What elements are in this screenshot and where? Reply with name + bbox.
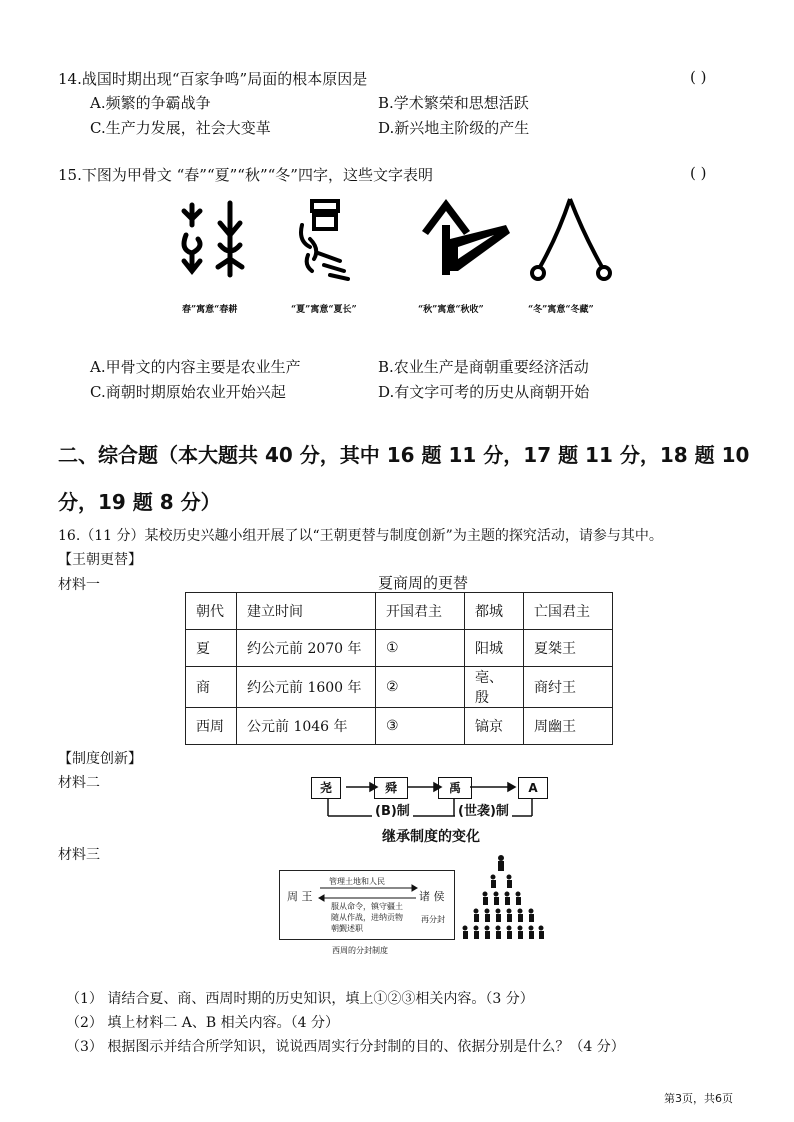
q15-option-b: B.农业生产是商朝重要经济活动 xyxy=(378,358,589,376)
oracle-caption-winter: “冬”寓意“冬藏” xyxy=(528,305,594,315)
tag-system-innovation: 【制度创新】 xyxy=(58,751,142,767)
header-capital: 都城 xyxy=(465,593,524,630)
header-last-ruler: 亡国君主 xyxy=(524,593,613,630)
q16-sub1: （1） 请结合夏、商、西周时期的历史知识，填上①②③相关内容。（3 分） xyxy=(66,991,534,1007)
chain-box-shun: 舜 xyxy=(374,777,408,799)
q14-answer-paren: ( ) xyxy=(690,68,707,86)
material-3-label: 材料三 xyxy=(58,847,100,863)
q14-option-a: A.频繁的争霸战争 xyxy=(90,94,211,112)
fenfeng-caption: 西周的分封制度 xyxy=(332,946,388,955)
q16-sub3: （3） 根据图示并结合所学知识，说说西周实行分封制的目的、依据分别是什么？（4 分） xyxy=(66,1039,625,1055)
fenfeng-duty-3: 朝觐述职 xyxy=(331,924,363,933)
section-2-title-line2: 分，19 题 8 分） xyxy=(58,490,221,514)
fenfeng-king: 周 王 xyxy=(287,890,313,903)
q15-answer-paren: ( ) xyxy=(690,164,707,182)
fenfeng-duty-1: 服从命令，镇守疆土 xyxy=(331,902,403,911)
q15-option-a: A.甲骨文的内容主要是农业生产 xyxy=(90,358,301,376)
chain-box-a: A xyxy=(518,777,548,799)
tag-dynasty-change: 【王朝更替】 xyxy=(58,552,142,568)
cell: 夏桀王 xyxy=(524,630,613,667)
oracle-caption-autumn: “秋”寓意“秋收” xyxy=(418,305,484,315)
q14-option-d: D.新兴地主阶级的产生 xyxy=(378,119,530,137)
cell: 夏 xyxy=(186,630,237,667)
cell: 公元前 1046 年 xyxy=(237,708,376,745)
table-row xyxy=(186,708,613,745)
cell: 亳、殷 xyxy=(465,667,524,708)
q14-stem: 14.战国时期出现“百家争鸣”局面的根本原因是 xyxy=(58,70,368,88)
fenfeng-duty-2: 随从作战，进纳贡物 xyxy=(331,913,403,922)
dynasty-table xyxy=(185,592,613,745)
cell: 商 xyxy=(186,667,237,708)
fenfeng-redistribute: 再分封 xyxy=(421,915,445,924)
table-row xyxy=(186,630,613,667)
cell: 商纣王 xyxy=(524,667,613,708)
oracle-summer-icon xyxy=(301,201,348,279)
cell: ② xyxy=(376,667,465,708)
oracle-caption-spring: 春”寓意“春耕 xyxy=(182,305,238,315)
cell: 约公元前 2070 年 xyxy=(237,630,376,667)
oracle-caption-summer: “夏”寓意“夏长” xyxy=(291,305,357,315)
q15-option-c: C.商朝时期原始农业开始兴起 xyxy=(90,383,286,401)
chain-label-b: (B)制 xyxy=(372,800,413,819)
table-header-row xyxy=(186,593,613,630)
material-1-label: 材料一 xyxy=(58,577,100,593)
q15-stem: 15.下图为甲骨文 “春”“夏”“秋”“冬”四字，这些文字表明 xyxy=(58,166,433,184)
q14-option-b: B.学术繁荣和思想活跃 xyxy=(378,94,529,112)
cell: 约公元前 1600 年 xyxy=(237,667,376,708)
table-title: 夏商周的更替 xyxy=(378,574,469,592)
succession-chain-lines xyxy=(310,772,550,822)
oracle-spring-icon xyxy=(184,203,242,275)
fenfeng-lords: 诸 侯 xyxy=(419,890,445,903)
oracle-winter-icon xyxy=(532,199,610,279)
cell: 镐京 xyxy=(465,708,524,745)
cell: 周幽王 xyxy=(524,708,613,745)
chain-label-hereditary: (世袭)制 xyxy=(455,800,512,819)
page-footer: 第3页，共6页 xyxy=(664,1092,733,1105)
material-2-label: 材料二 xyxy=(58,775,100,791)
header-founded: 建立时间 xyxy=(237,593,376,630)
oracle-bone-characters xyxy=(178,195,618,305)
cell: 阳城 xyxy=(465,630,524,667)
q14-option-c: C.生产力发展，社会大变革 xyxy=(90,119,271,137)
q16-sub2: （2） 填上材料二 A、B 相关内容。（4 分） xyxy=(66,1015,340,1031)
header-dynasty: 朝代 xyxy=(186,593,237,630)
table-row xyxy=(186,667,613,708)
q16-intro: 16.（11 分）某校历史兴趣小组开展了以“王朝更替与制度创新”为主题的探究活动，请参与其中。 xyxy=(58,528,663,544)
q15-option-d: D.有文字可考的历史从商朝开始 xyxy=(378,383,590,401)
chain-caption: 继承制度的变化 xyxy=(382,829,480,845)
chain-box-yu: 禹 xyxy=(438,777,472,799)
cell: ① xyxy=(376,630,465,667)
cell: ③ xyxy=(376,708,465,745)
header-founder: 开国君主 xyxy=(376,593,465,630)
hierarchy-pyramid-icon xyxy=(456,853,546,945)
section-2-title-line1: 二、综合题（本大题共 40 分，其中 16 题 11 分，17 题 11 分，18 题 10 xyxy=(58,443,750,467)
fenfeng-top-line: 管理土地和人民 xyxy=(329,877,385,886)
chain-box-yao: 尧 xyxy=(311,777,341,799)
cell: 西周 xyxy=(186,708,237,745)
oracle-autumn-icon xyxy=(422,199,510,275)
